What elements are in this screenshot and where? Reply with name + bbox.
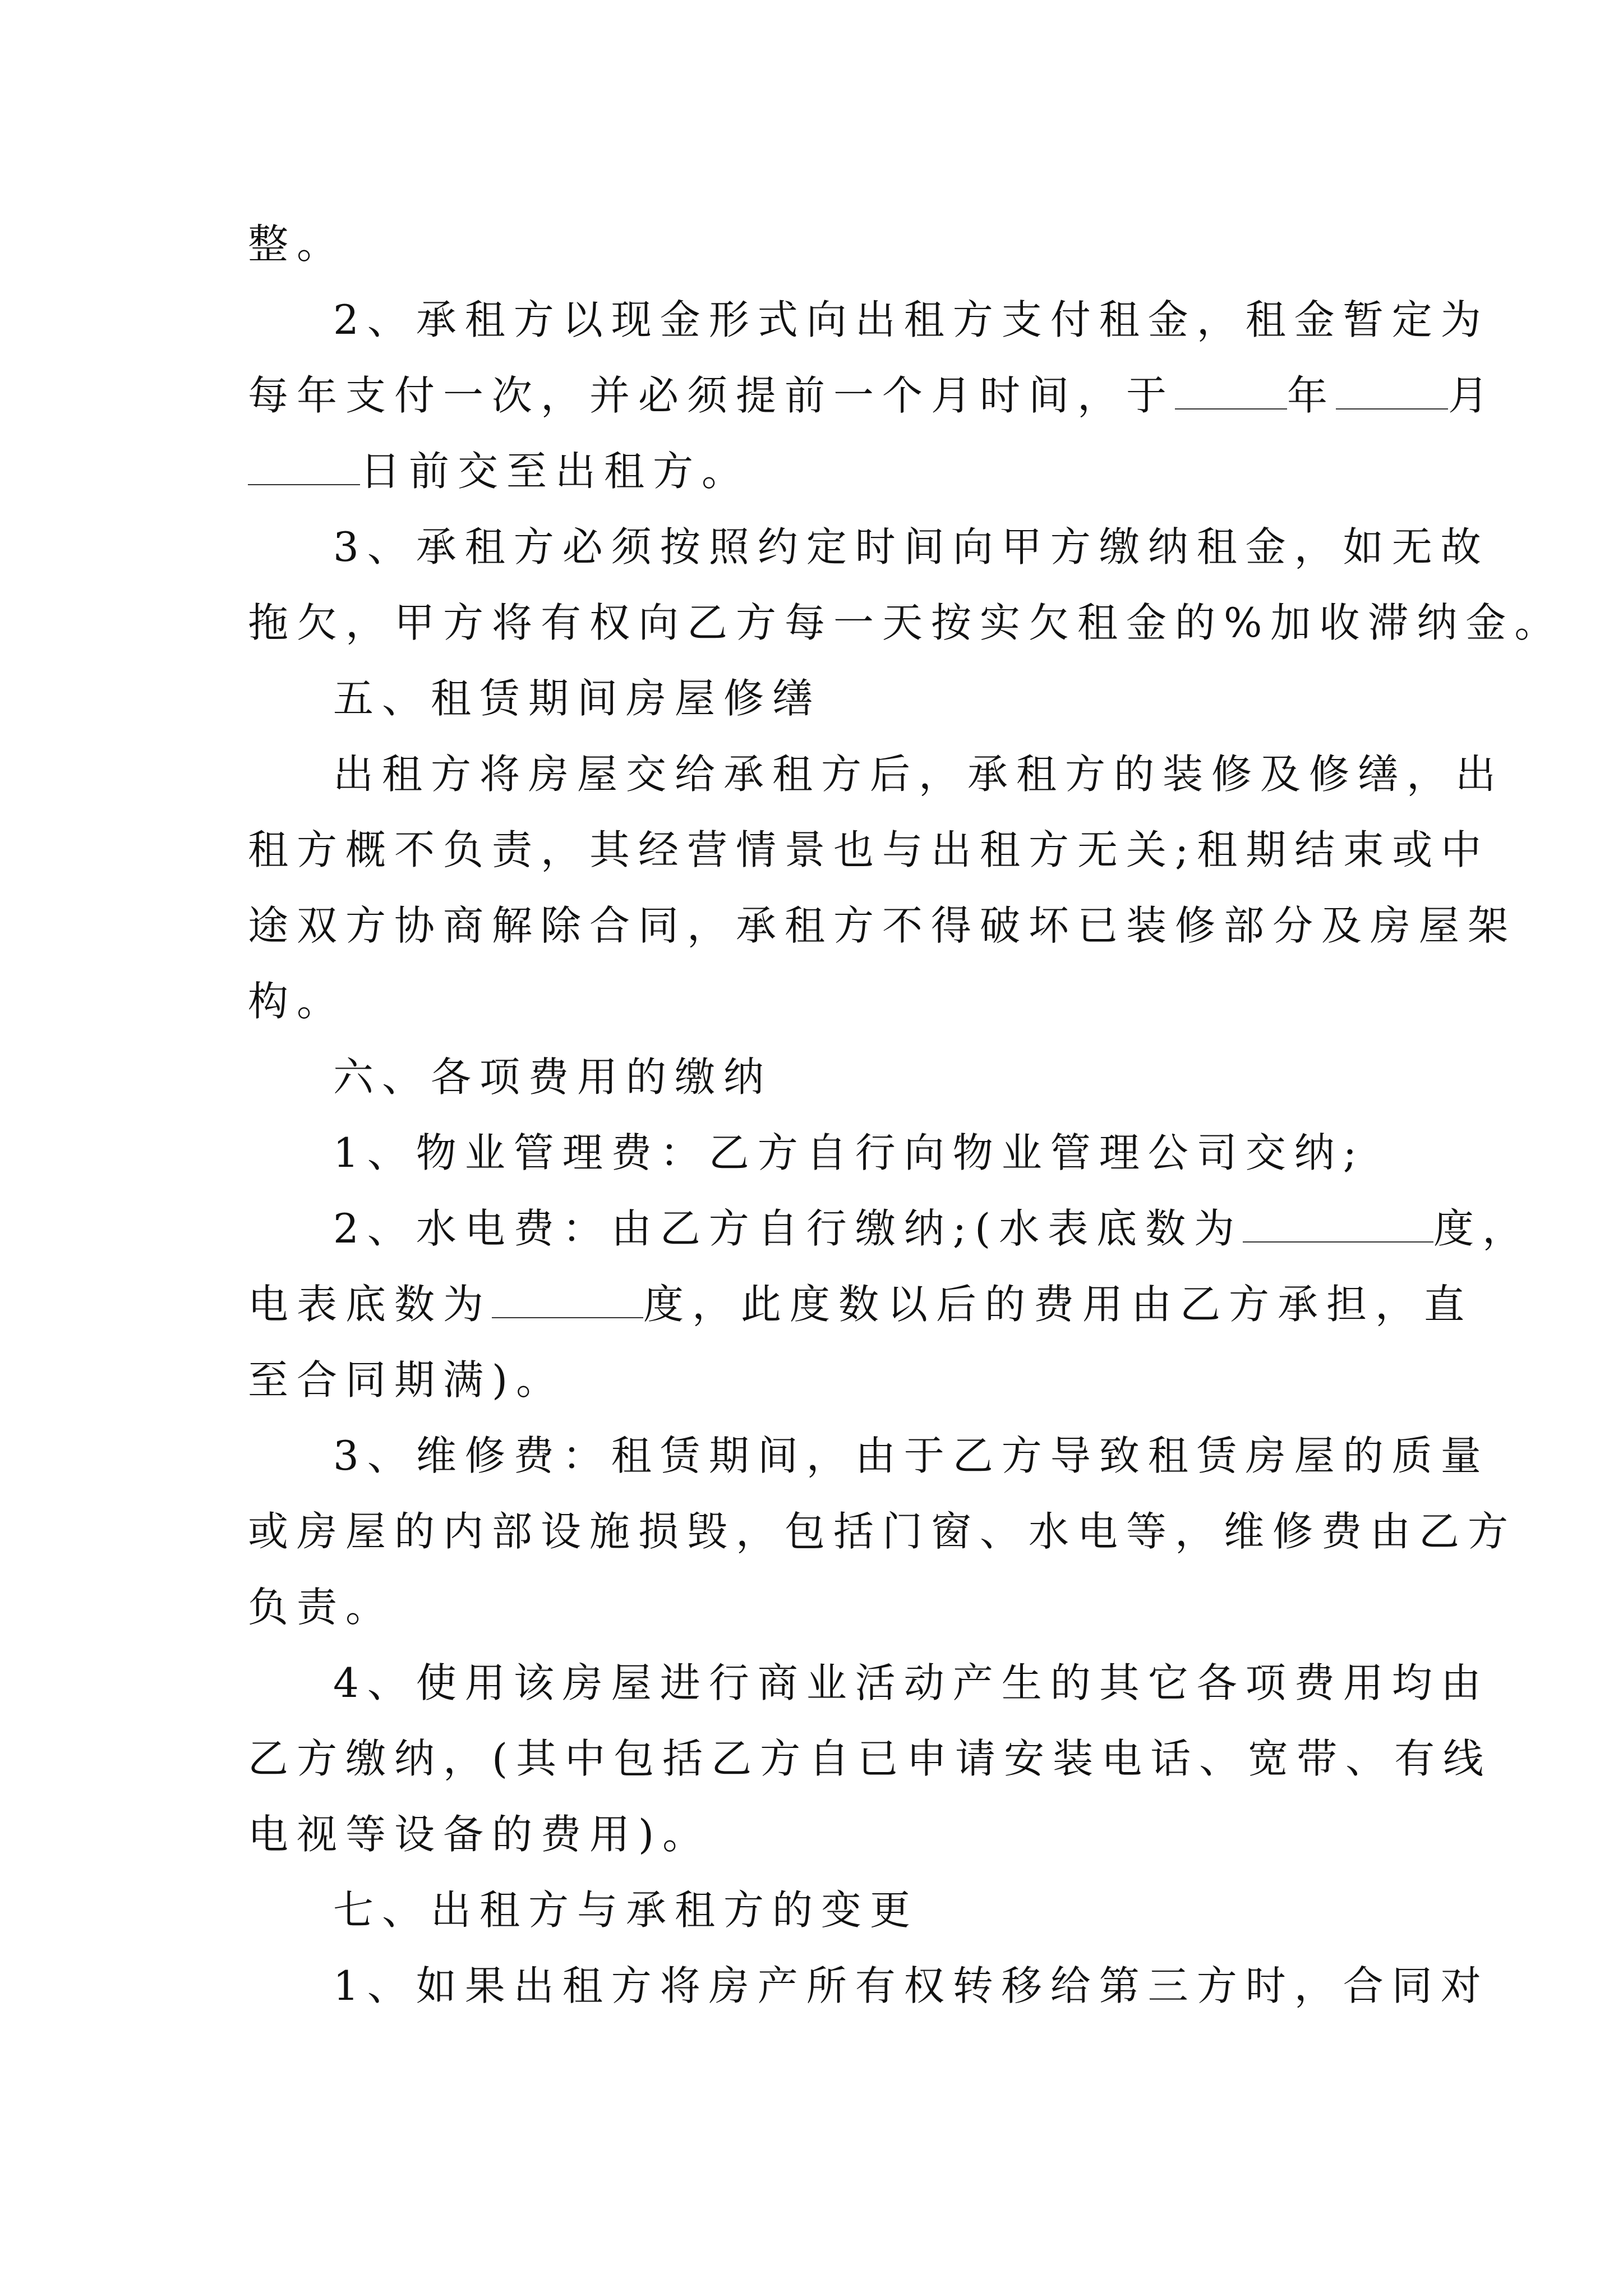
line-text: 度，此度数以后的费用由乙方承担，直 (643, 1281, 1473, 1328)
line-text: 至合同期满)。 (248, 1356, 565, 1404)
text-line (333, 1958, 1490, 2014)
line-text: 4、使用该房屋进行商业活动产生的其它各项费用均由 (333, 1659, 1490, 1706)
fill-blank-day (248, 452, 360, 485)
text-line (333, 1428, 1490, 1484)
text-line (333, 292, 1490, 348)
text-line (248, 1352, 565, 1408)
text-line (248, 822, 1490, 878)
text-line (248, 1806, 711, 1862)
text-line (248, 1731, 1492, 1787)
line-text: 日前交至出租方。 (360, 448, 751, 495)
text-line (248, 1276, 1473, 1332)
line-text: 负责。 (248, 1584, 395, 1631)
section-heading (333, 670, 821, 726)
fill-blank-year (1175, 376, 1287, 409)
heading-text: 五、租赁期间房屋修缮 (333, 675, 822, 722)
heading-text: 六、各项费用的缴纳 (333, 1053, 773, 1101)
line-text: 途双方协商解除合同，承租方不得破坏已装修部分及房屋架 (248, 902, 1517, 949)
section-heading (333, 1049, 772, 1105)
text-line (333, 746, 1504, 802)
fill-blank-month (1336, 376, 1448, 409)
fill-blank-electric-reading (492, 1285, 643, 1318)
fill-blank-water-reading (1243, 1209, 1433, 1243)
line-text: 电视等设备的费用)。 (248, 1811, 712, 1858)
line-text: 3、承租方必须按照约定时间向甲方缴纳租金，如无故 (333, 523, 1490, 570)
line-text: 乙方缴纳，(其中包括乙方自已申请安装电话、宽带、有线 (248, 1735, 1492, 1782)
line-text: 拖欠，甲方将有权向乙方每一天按实欠租金的%加收滞纳金。 (248, 599, 1564, 646)
text-line (248, 898, 1516, 954)
text-line (333, 519, 1490, 575)
text-line (248, 367, 1497, 424)
text-line (248, 595, 1563, 651)
line-text: 度， (1433, 1205, 1532, 1252)
text-line (333, 1200, 1531, 1257)
text-line (248, 443, 750, 499)
line-text: 电表底数为 (248, 1281, 492, 1328)
line-text: 2、承租方以现金形式向出租方支付租金，租金暂定为 (333, 296, 1490, 343)
heading-text: 七、出租方与承租方的变更 (333, 1887, 919, 1934)
line-text: 整。 (248, 220, 346, 268)
line-text: 月 (1448, 372, 1497, 419)
section-heading (333, 1882, 919, 1938)
line-text: 年 (1287, 372, 1336, 419)
line-text: 1、如果出租方将房产所有权转移给第三方时，合同对 (333, 1962, 1490, 2009)
text-line (248, 1503, 1516, 1559)
line-text: 租方概不负责，其经营情景也与出租方无关;租期结束或中 (248, 826, 1490, 873)
line-text: 构。 (248, 978, 346, 1025)
text-line (333, 1655, 1490, 1711)
text-line (333, 1125, 1365, 1181)
line-text: 每年支付一次，并必须提前一个月时间，于 (248, 372, 1175, 419)
text-line (248, 1579, 394, 1635)
text-line (248, 973, 345, 1029)
line-text: 1、物业管理费：乙方自行向物业管理公司交纳; (333, 1129, 1366, 1176)
line-text: 出租方将房屋交给承租方后，承租方的装修及修缮，出 (333, 751, 1505, 798)
line-text: 3、维修费：租赁期间，由于乙方导致租赁房屋的质量 (333, 1432, 1490, 1479)
line-text: 2、水电费：由乙方自行缴纳;(水表底数为 (333, 1205, 1243, 1252)
line-text: 或房屋的内部设施损毁，包括门窗、水电等，维修费由乙方 (248, 1508, 1517, 1555)
text-line (248, 216, 345, 272)
